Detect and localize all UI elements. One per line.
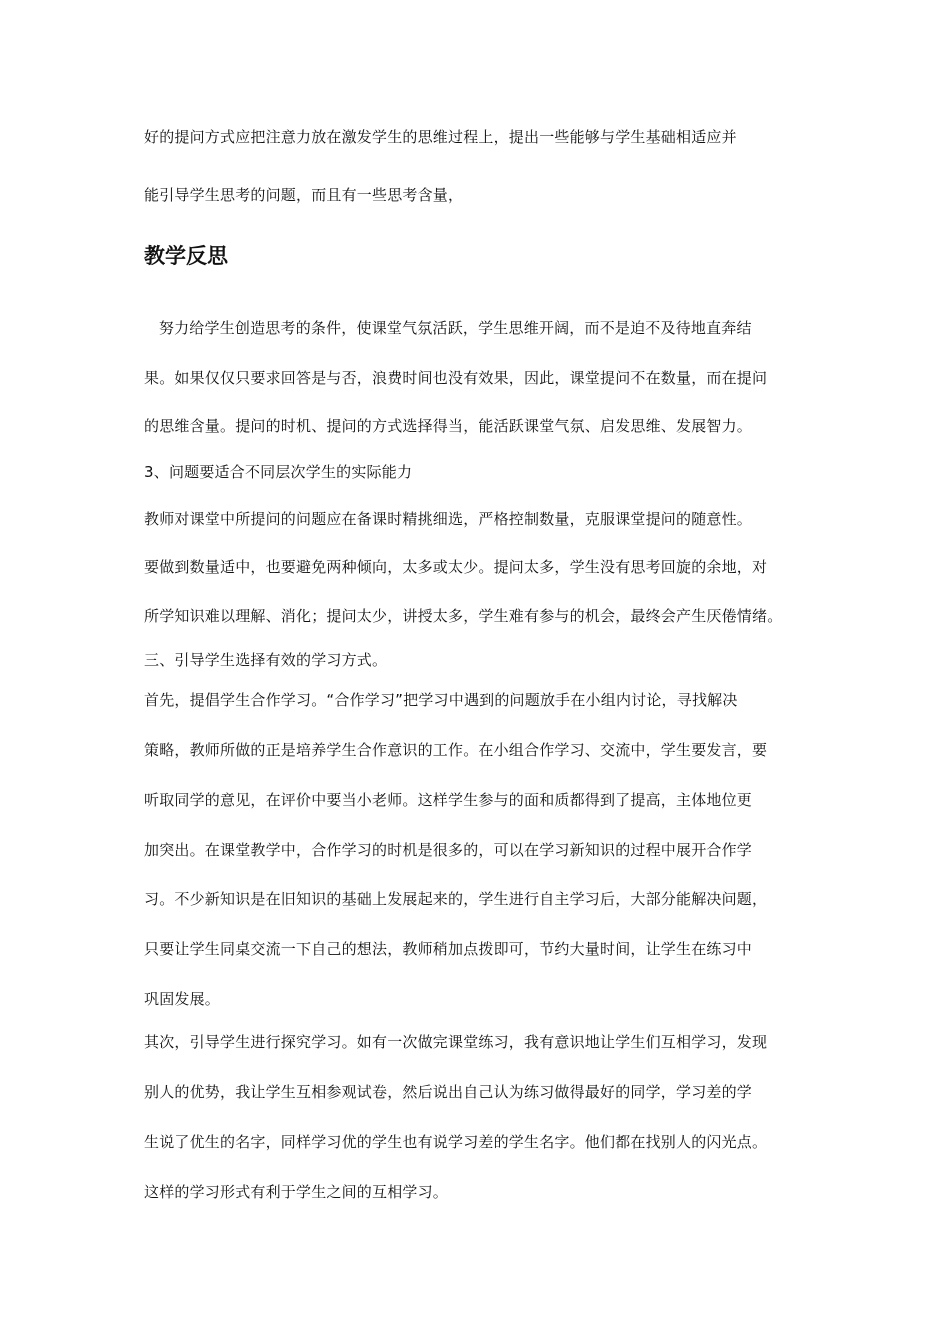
cooperative-line-5: 习。不少新知识是在旧知识的基础上发展起来的，学生进行自主学习后，大部分能解决问题， xyxy=(144,890,768,908)
cooperative-line-7: 巩固发展。 xyxy=(144,990,221,1008)
section-heading: 教学反思 xyxy=(144,244,228,268)
point3-line-2: 要做到数量适中，也要避免两种倾向，太多或太少。提问太多，学生没有思考回旋的余地，对 xyxy=(144,558,768,576)
point3-line-1: 教师对课堂中所提问的问题应在备课时精挑细选，严格控制数量，克服课堂提问的随意性。 xyxy=(144,510,753,528)
cooperative-line-2: 策略，教师所做的正是培养学生合作意识的工作。在小组合作学习、交流中，学生要发言，要 xyxy=(144,741,768,759)
point3-line-3: 所学知识难以理解、消化；提问太少，讲授太多，学生难有参与的机会，最终会产生厌倦情绪。 xyxy=(144,607,783,625)
intro-line-1: 好的提问方式应把注意力放在激发学生的思维过程上，提出一些能够与学生基础相适应并 xyxy=(144,128,737,146)
inquiry-line-1: 其次，引导学生进行探究学习。如有一次做完课堂练习，我有意识地让学生们互相学习，发现 xyxy=(144,1033,768,1051)
inquiry-line-3: 生说了优生的名字，同样学习优的学生也有说学习差的学生名字。他们都在找别人的闪光点。 xyxy=(144,1133,768,1151)
inquiry-line-4: 这样的学习形式有利于学生之间的互相学习。 xyxy=(144,1183,449,1201)
reflection-line-3: 的思维含量。提问的时机、提问的方式选择得当，能活跃课堂气氛、启发思维、发展智力。 xyxy=(144,417,753,435)
inquiry-line-2: 别人的优势，我让学生互相参观试卷，然后说出自己认为练习做得最好的同学，学习差的学 xyxy=(144,1083,753,1101)
cooperative-line-3: 听取同学的意见，在评价中要当小老师。这样学生参与的面和质都得到了提高，主体地位更 xyxy=(144,791,753,809)
cooperative-line-4: 加突出。在课堂教学中，合作学习的时机是很多的，可以在学习新知识的过程中展开合作学 xyxy=(144,841,753,859)
reflection-line-2: 果。如果仅仅只要求回答是与否，浪费时间也没有效果，因此，课堂提问不在数量，而在提问 xyxy=(144,369,768,387)
intro-line-2: 能引导学生思考的问题，而且有一些思考含量， xyxy=(144,186,464,204)
part3-title: 三、引导学生选择有效的学习方式。 xyxy=(144,651,388,669)
point3-title: 3、问题要适合不同层次学生的实际能力 xyxy=(144,463,413,481)
cooperative-line-1: 首先，提倡学生合作学习。“合作学习”把学习中遇到的问题放手在小组内讨论，寻找解决 xyxy=(144,691,738,709)
reflection-line-1: 努力给学生创造思考的条件，使课堂气氛活跃，学生思维开阔，而不是迫不及待地直奔结 xyxy=(144,319,752,337)
cooperative-line-6: 只要让学生同桌交流一下自己的想法，教师稍加点拨即可，节约大量时间，让学生在练习中 xyxy=(144,940,753,958)
